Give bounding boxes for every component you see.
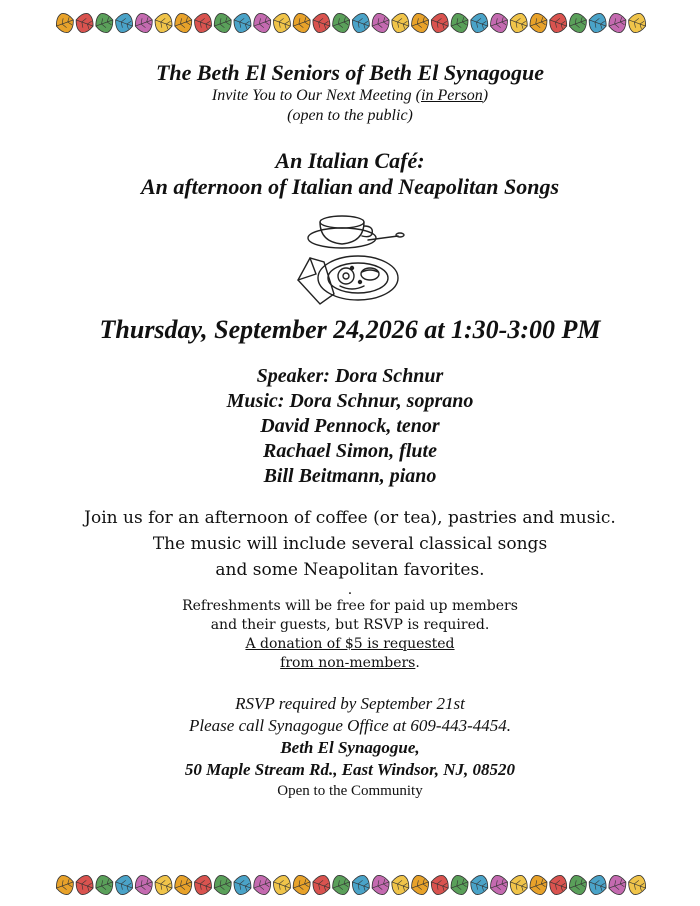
- autumn-leaf-icon: [270, 11, 294, 36]
- performer-list: [0, 364, 700, 489]
- performer-line: Speaker: Dora Schnur: [256, 365, 444, 387]
- autumn-leaf-icon: [507, 11, 531, 36]
- autumn-leaf-icon: [467, 11, 491, 36]
- autumn-leaf-icon: [408, 11, 432, 36]
- autumn-leaf-icon: [92, 873, 116, 898]
- autumn-leaf-icon: [586, 873, 610, 898]
- autumn-leaf-icon: [566, 873, 590, 898]
- autumn-leaf-icon: [329, 11, 353, 36]
- autumn-leaf-icon: [112, 873, 136, 898]
- autumn-leaf-icon: [527, 11, 551, 36]
- autumn-leaf-icon: [428, 11, 452, 36]
- autumn-leaf-icon: [369, 873, 393, 898]
- synagogue-address: 50 Maple Stream Rd., East Windsor, NJ, 08520: [184, 760, 516, 779]
- performer-line: David Pennock, tenor: [260, 415, 440, 437]
- autumn-leaf-icon: [625, 873, 647, 898]
- autumn-leaf-icon: [448, 11, 472, 36]
- autumn-leaf-icon: [625, 11, 647, 36]
- autumn-leaf-icon: [329, 873, 353, 898]
- flyer-content: [0, 60, 700, 801]
- autumn-leaf-icon: [152, 873, 176, 898]
- autumn-leaf-icon: [349, 873, 373, 898]
- autumn-leaf-icon: [55, 873, 77, 898]
- autumn-leaf-icon: [171, 11, 195, 36]
- autumn-leaf-icon: [310, 873, 334, 898]
- autumn-leaf-icon: [546, 873, 570, 898]
- autumn-leaf-icon: [487, 11, 511, 36]
- refreshments-line2: and their guests, but RSVP is required.: [210, 617, 490, 633]
- description-line: and some Neapolitan favorites.: [215, 560, 485, 580]
- donation-line1: A donation of $5 is requested: [245, 636, 455, 652]
- autumn-leaf-icon: [92, 11, 116, 36]
- leaf-border-top: [55, 10, 647, 36]
- organization-title: The Beth El Seniors of Beth El Synagogue: [155, 60, 545, 85]
- donation-period: .: [415, 655, 420, 671]
- autumn-leaf-icon: [388, 11, 412, 36]
- autumn-leaf-icon: [349, 11, 373, 36]
- autumn-leaf-icon: [270, 873, 294, 898]
- autumn-leaf-icon: [211, 873, 235, 898]
- autumn-leaf-icon: [388, 873, 412, 898]
- autumn-leaf-icon: [606, 873, 630, 898]
- autumn-leaf-icon: [211, 11, 235, 36]
- autumn-leaf-icon: [606, 11, 630, 36]
- autumn-leaf-icon: [231, 873, 255, 898]
- refreshments-line1: Refreshments will be free for paid up members: [182, 598, 518, 614]
- autumn-leaf-icon: [152, 11, 176, 36]
- autumn-leaf-icon: [546, 11, 570, 36]
- rsvp-call: Please call Synagogue Office at 609-443-4454.: [189, 716, 511, 735]
- autumn-leaf-icon: [132, 873, 156, 898]
- invite-prefix: Invite You to Our Next Meeting (: [211, 87, 422, 104]
- autumn-leaf-icon: [369, 11, 393, 36]
- autumn-leaf-icon: [191, 873, 215, 898]
- autumn-leaf-icon: [586, 11, 610, 36]
- autumn-leaf-icon: [487, 873, 511, 898]
- performer-line: Music: Dora Schnur, soprano: [226, 390, 474, 412]
- autumn-leaf-icon: [231, 11, 255, 36]
- synagogue-name: Beth El Synagogue,: [280, 738, 420, 757]
- performer-line: Rachael Simon, flute: [263, 440, 437, 462]
- autumn-leaf-icon: [112, 11, 136, 36]
- open-community-line: Open to the Community: [277, 783, 423, 799]
- autumn-leaf-icon: [191, 11, 215, 36]
- leaf-border-bottom: [55, 872, 647, 898]
- event-date-time: Thursday, September 24,2026 at 1:30-3:00 PM: [99, 315, 601, 344]
- separator-dot: .: [347, 582, 353, 598]
- autumn-leaf-icon: [171, 873, 195, 898]
- autumn-leaf-icon: [250, 873, 274, 898]
- rsvp-deadline: RSVP required by September 21st: [235, 694, 465, 713]
- autumn-leaf-icon: [290, 11, 314, 36]
- autumn-leaf-icon: [507, 873, 531, 898]
- autumn-leaf-icon: [73, 873, 97, 898]
- autumn-leaf-icon: [467, 873, 491, 898]
- coffee-cup-and-pastries-icon: [290, 208, 410, 308]
- event-title-line1: An Italian Café:: [275, 148, 425, 173]
- invite-suffix: ): [482, 87, 489, 104]
- donation-line2: [0, 654, 700, 673]
- autumn-leaf-icon: [250, 11, 274, 36]
- autumn-leaf-icon: [55, 11, 77, 36]
- donation-line2-text: from non-members: [280, 655, 416, 671]
- description-line: Join us for an afternoon of coffee (or tea), pastries and music.: [84, 508, 616, 528]
- description-line: The music will include several classical songs: [152, 534, 548, 554]
- autumn-leaf-icon: [310, 11, 334, 36]
- autumn-leaf-icon: [408, 873, 432, 898]
- autumn-leaf-icon: [132, 11, 156, 36]
- autumn-leaf-icon: [566, 11, 590, 36]
- autumn-leaf-icon: [290, 873, 314, 898]
- in-person-text: in Person: [421, 87, 483, 104]
- performer-line: Bill Beitmann, piano: [263, 465, 437, 487]
- event-title-line2: An afternoon of Italian and Neapolitan Songs: [140, 174, 560, 199]
- autumn-leaf-icon: [448, 873, 472, 898]
- open-public-line: (open to the public): [287, 107, 413, 124]
- invite-line: [0, 86, 700, 106]
- autumn-leaf-icon: [73, 11, 97, 36]
- autumn-leaf-icon: [428, 873, 452, 898]
- autumn-leaf-icon: [527, 873, 551, 898]
